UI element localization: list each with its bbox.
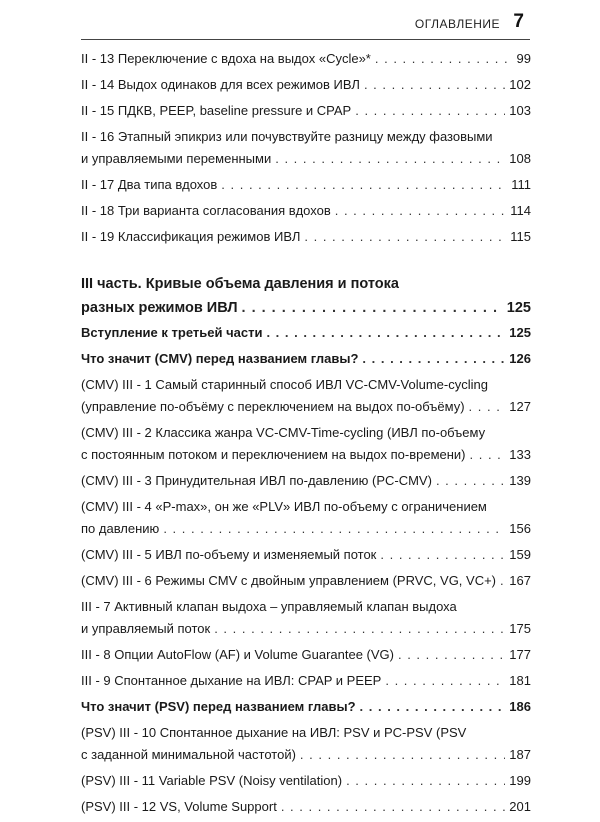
toc-entry-line: III часть. Кривые объема давления и потока [81, 276, 399, 292]
toc-entry-last-line [81, 518, 531, 540]
toc-page-number: 108 [509, 151, 531, 166]
toc-entry-title: (PSV) III - 11 Variable PSV (Noisy ventilation) [81, 773, 343, 788]
page-number: 7 [513, 11, 524, 32]
toc-entry-title: Что значит (CMV) перед названием главы? [81, 351, 359, 366]
toc-entry-title: II - 13 Переключение с вдоха на выдох «Cycle»* [81, 51, 371, 66]
toc-page-number: 111 [511, 177, 531, 192]
toc-entry-title: (CMV) III - 5 ИВЛ по-объему и изменяемый поток [81, 547, 377, 562]
dot-leader [362, 348, 505, 370]
toc-entry-last-line [81, 618, 531, 640]
toc-entry-last-line [81, 470, 531, 492]
toc-entry-last-line [81, 544, 531, 566]
toc-page-number: 102 [509, 77, 531, 92]
toc-page-number: 115 [510, 229, 531, 244]
toc-page-number: 186 [509, 699, 531, 714]
toc-page-number: 139 [509, 473, 531, 488]
dot-leader [375, 48, 513, 70]
dot-leader [242, 296, 503, 320]
toc-entry-title: по давлению [81, 521, 160, 536]
toc-entry[interactable] [81, 544, 531, 566]
toc-entry-last-line [81, 770, 531, 792]
toc-entry[interactable] [81, 48, 531, 70]
toc-entry-title: (управление по-объёму с переключением на выдох по-объёму) [81, 399, 465, 414]
dot-leader [385, 670, 505, 692]
toc-entry[interactable] [81, 126, 531, 170]
toc-entry-title: (CMV) III - 3 Принудительная ИВЛ по-давлению (PC-CMV) [81, 473, 432, 488]
dot-leader [281, 796, 505, 818]
toc-entry-title: и управляемый поток [81, 621, 211, 636]
toc-entry-last-line [81, 796, 531, 818]
toc-entry-line: (PSV) III - 10 Спонтанное дыхание на ИВЛ: PSV и PC-PSV (PSV [81, 725, 467, 740]
toc-entry-last-line [81, 644, 531, 666]
page-header [0, 0, 600, 40]
toc-entry-last-line [81, 100, 531, 122]
toc-entry[interactable] [81, 226, 531, 248]
dot-leader [221, 174, 507, 196]
dot-leader [380, 544, 505, 566]
toc-entry-title: с заданной минимальной частотой) [81, 747, 296, 762]
toc-page-number: 167 [509, 573, 531, 588]
toc-entry-line: III - 7 Активный клапан выдоха – управляемый клапан выдоха [81, 599, 457, 614]
dot-leader [266, 322, 505, 344]
toc-page-number: 181 [509, 673, 531, 688]
toc-entry-title: II - 15 ПДКВ, PEEP, baseline pressure и CPAP [81, 103, 352, 118]
toc-entry[interactable] [81, 174, 531, 196]
dot-leader [163, 518, 505, 540]
toc-page-number: 201 [509, 799, 531, 814]
dot-leader [300, 744, 505, 766]
toc-entry-last-line [81, 322, 531, 344]
toc-entry-line: (CMV) III - 1 Самый старинный способ ИВЛ VC-CMV-Volume-cycling [81, 377, 488, 392]
dot-leader [364, 74, 505, 96]
toc-entry-title: III - 9 Спонтанное дыхание на ИВЛ: CPAP и PEEP [81, 673, 382, 688]
toc-entry-title: (CMV) III - 6 Режимы CMV с двойным управлением (PRVC, VG, VC+) [81, 573, 497, 588]
toc-entry-title: разных режимов ИВЛ [81, 300, 238, 316]
toc-entry[interactable] [81, 722, 531, 766]
dot-leader [355, 100, 505, 122]
toc-page-number: 103 [509, 103, 531, 118]
toc-entry-last-line [81, 296, 531, 320]
toc-page-number: 125 [506, 300, 531, 316]
toc-entry[interactable] [81, 374, 531, 418]
toc-entry-title: II - 19 Классификация режимов ИВЛ [81, 229, 301, 244]
toc-entry-line: II - 16 Этапный эпикриз или почувствуйте разницу между фазовыми [81, 129, 493, 144]
toc-entry-title: II - 17 Два типа вдохов [81, 177, 218, 192]
toc-page-number: 99 [516, 51, 531, 66]
toc-entry-last-line [81, 174, 531, 196]
toc-page-number: 127 [509, 399, 531, 414]
toc-page-number: 114 [510, 203, 531, 218]
toc-entry-last-line [81, 226, 531, 248]
header-rule [81, 39, 530, 40]
toc-entry-last-line [81, 444, 531, 466]
dot-leader [335, 200, 507, 222]
dot-leader [360, 696, 506, 718]
toc-entry[interactable] [81, 796, 531, 818]
running-head-title: ОГЛАВЛЕНИЕ [414, 17, 500, 31]
toc-entry-last-line [81, 744, 531, 766]
toc-entry-last-line [81, 670, 531, 692]
toc-entry[interactable] [81, 570, 531, 592]
toc-page-number: 177 [509, 647, 531, 662]
toc-list-part-three [81, 322, 531, 818]
toc-page-number: 159 [509, 547, 531, 562]
toc-entry[interactable] [81, 348, 531, 370]
toc-entry[interactable] [81, 100, 531, 122]
toc-entry-last-line [81, 74, 531, 96]
toc-entry-title: II - 14 Выдох одинаков для всех режимов ИВЛ [81, 77, 360, 92]
dot-leader [214, 618, 505, 640]
toc-page-number: 199 [509, 773, 531, 788]
dot-leader [470, 444, 506, 466]
toc-page-number: 133 [509, 447, 531, 462]
toc-entry-title: III - 8 Опции AutoFlow (AF) и Volume Guarantee (VG) [81, 647, 394, 662]
toc-entry[interactable] [81, 470, 531, 492]
toc-entry-title: Вступление к третьей части [81, 325, 263, 340]
toc-entry-last-line [81, 148, 531, 170]
toc-entry[interactable] [81, 322, 531, 344]
toc-entry-last-line [81, 48, 531, 70]
toc-page-number: 156 [509, 521, 531, 536]
dot-leader [304, 226, 506, 248]
toc-entry-title: с постоянным потоком и переключением на выдох по-времени) [81, 447, 466, 462]
toc-entry-last-line [81, 200, 531, 222]
toc-entry-last-line [81, 570, 531, 592]
dot-leader [275, 148, 505, 170]
toc-list-part-two [81, 48, 531, 248]
toc-entry-title: Что значит (PSV) перед названием главы? [81, 699, 356, 714]
toc-entry[interactable] [81, 770, 531, 792]
toc-page-number: 126 [509, 351, 531, 366]
dot-leader [398, 644, 505, 666]
toc-entry-title: и управляемыми переменными [81, 151, 272, 166]
dot-leader [469, 396, 506, 418]
dot-leader [500, 570, 505, 592]
toc-entry-last-line [81, 396, 531, 418]
toc-entry[interactable] [81, 696, 531, 718]
toc-entry[interactable] [81, 670, 531, 692]
toc-page-number: 187 [509, 747, 531, 762]
toc-entry[interactable] [81, 74, 531, 96]
toc-page-number: 175 [509, 621, 531, 636]
toc-entry[interactable] [81, 596, 531, 640]
dot-leader [346, 770, 505, 792]
toc-entry-line: (CMV) III - 2 Классика жанра VC-CMV-Time-cycling (ИВЛ по-объему [81, 425, 486, 440]
toc-page-number: 125 [509, 325, 531, 340]
toc-entry-line: (CMV) III - 4 «P-max», он же «PLV» ИВЛ по-объему с ограничением [81, 499, 487, 514]
toc-entry-last-line [81, 348, 531, 370]
toc-entry[interactable] [81, 422, 531, 466]
table-of-contents [81, 48, 531, 822]
toc-entry-title: II - 18 Три варианта согласования вдохов [81, 203, 331, 218]
toc-entry-title: (PSV) III - 12 VS, Volume Support [81, 799, 277, 814]
toc-entry[interactable] [81, 200, 531, 222]
toc-entry[interactable] [81, 496, 531, 540]
toc-entry[interactable] [81, 644, 531, 666]
dot-leader [436, 470, 505, 492]
toc-entry-last-line [81, 696, 531, 718]
section-gap [81, 252, 531, 272]
toc-section-heading[interactable] [81, 272, 531, 320]
